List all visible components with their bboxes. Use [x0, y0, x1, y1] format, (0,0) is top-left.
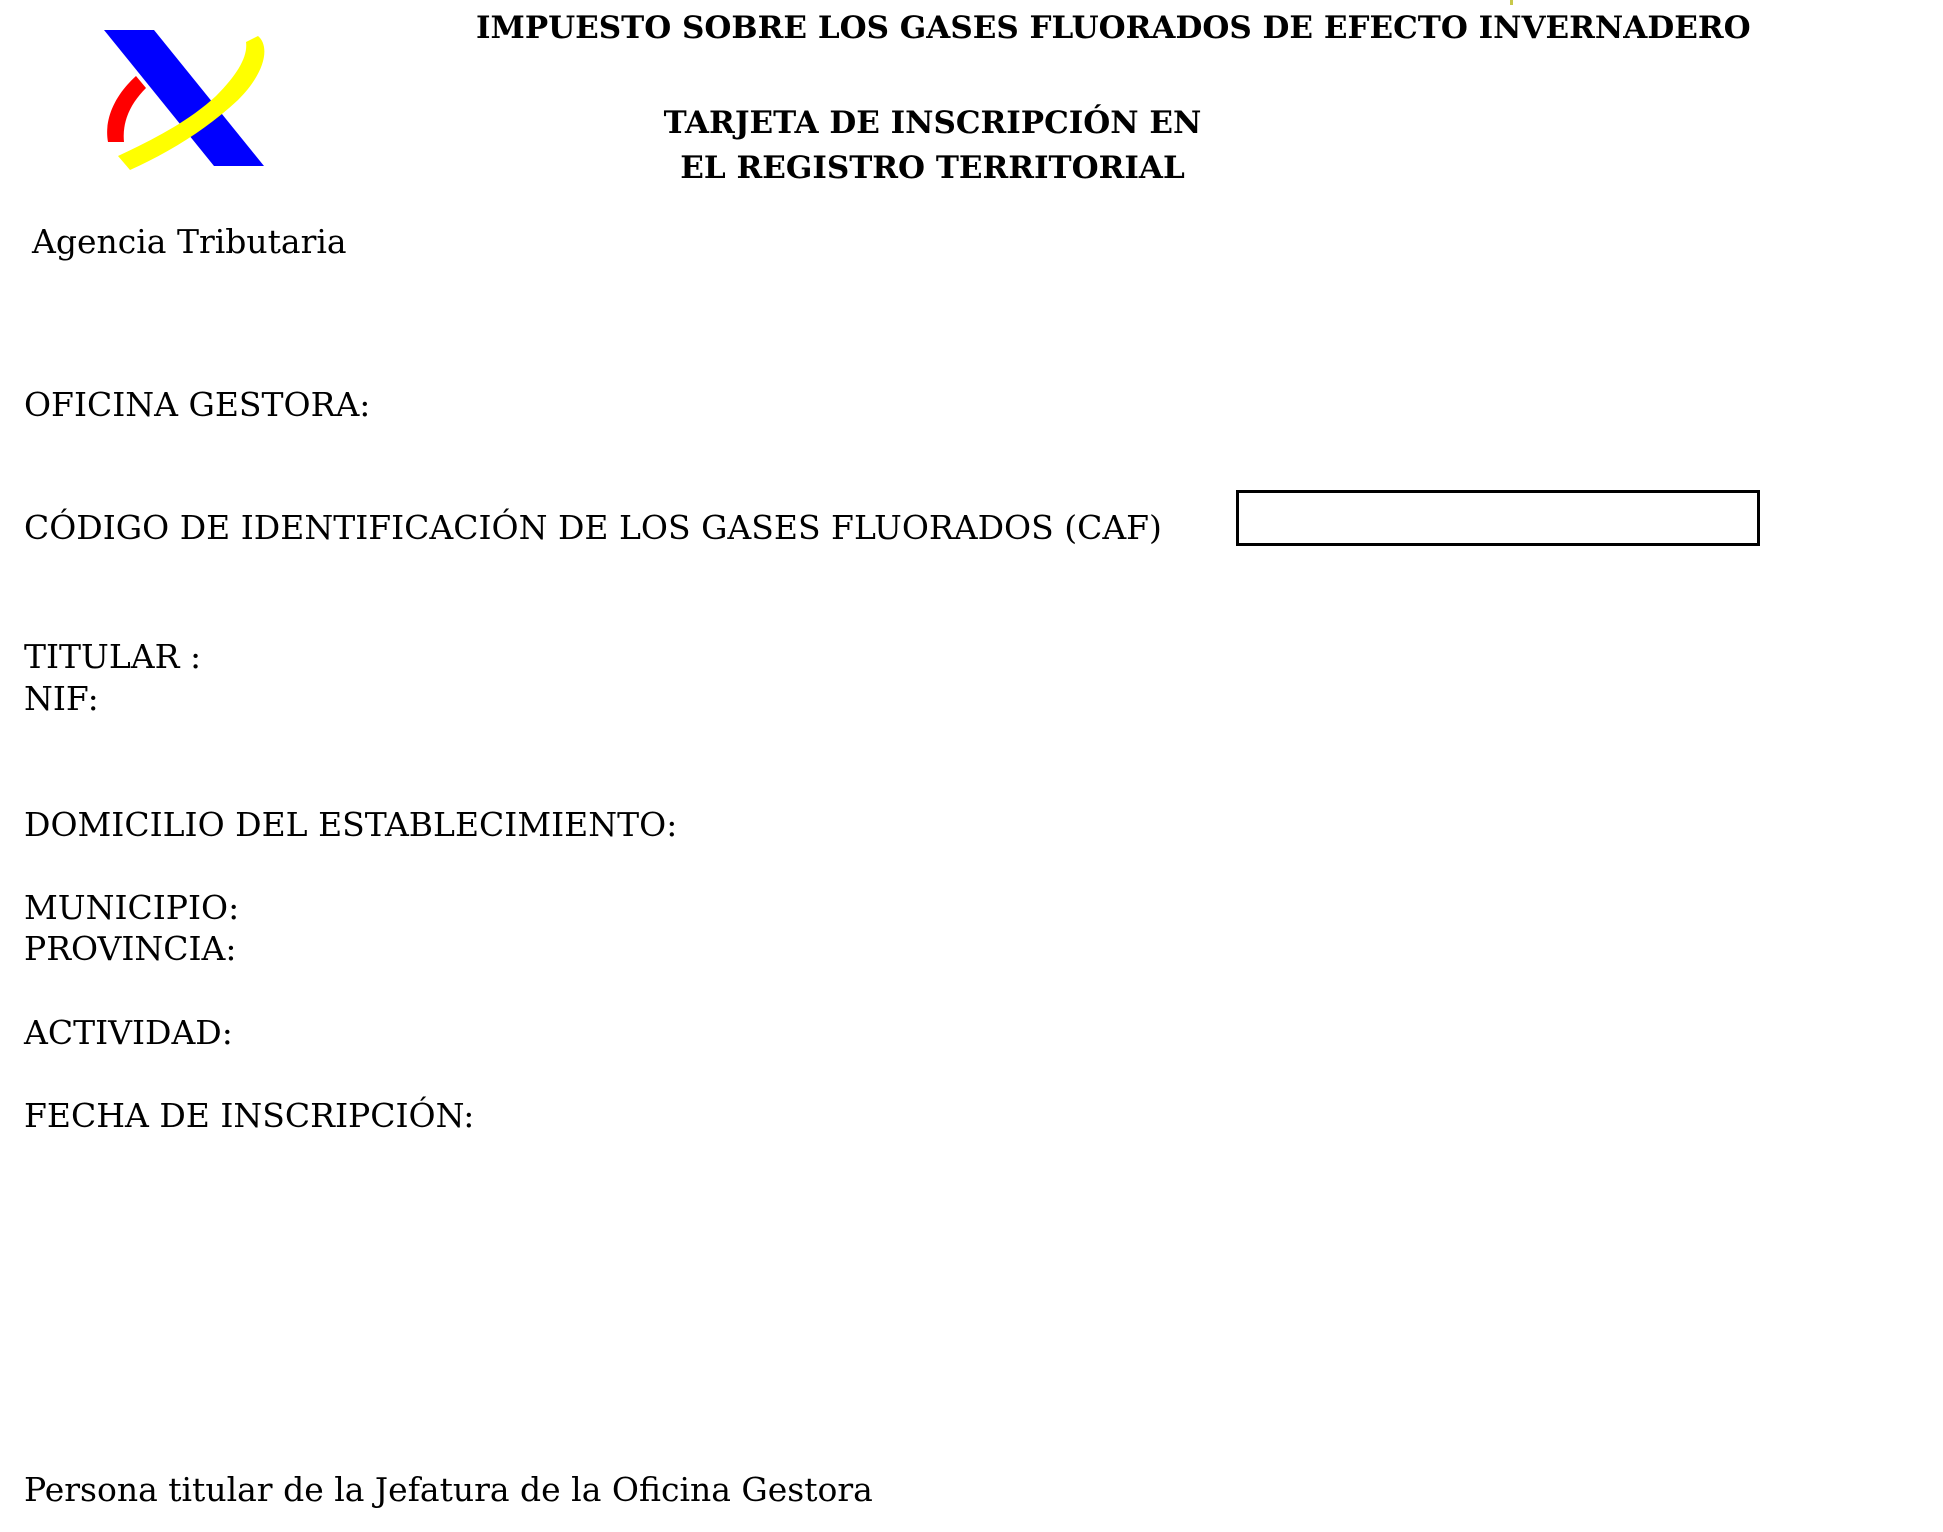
- actividad-label: ACTIVIDAD:: [24, 1013, 233, 1052]
- caf-code-box: [1236, 490, 1760, 546]
- caf-label: CÓDIGO DE IDENTIFICACIÓN DE LOS GASES FLUORADOS (CAF): [24, 508, 1162, 547]
- subtitle-line-1: TARJETA DE INSCRIPCIÓN EN: [663, 105, 1202, 141]
- provincia-label: PROVINCIA:: [24, 929, 237, 968]
- agency-name: Agencia Tributaria: [32, 222, 347, 261]
- municipio-label: MUNICIPIO:: [24, 888, 240, 927]
- page-mark: [1510, 0, 1513, 5]
- titular-label: TITULAR :: [24, 637, 202, 676]
- document-subtitle: [0, 101, 1865, 191]
- fecha-inscripcion-label: FECHA DE INSCRIPCIÓN:: [24, 1096, 475, 1135]
- oficina-gestora-label: OFICINA GESTORA:: [24, 385, 371, 424]
- nif-label: NIF:: [24, 679, 99, 718]
- subtitle-line-2: EL REGISTRO TERRITORIAL: [680, 150, 1185, 186]
- signature-label: Persona titular de la Jefatura de la Oficina Gestora: [24, 1470, 873, 1509]
- domicilio-label: DOMICILIO DEL ESTABLECIMIENTO:: [24, 805, 678, 844]
- document-title: IMPUESTO SOBRE LOS GASES FLUORADOS DE EFECTO INVERNADERO: [476, 10, 1751, 46]
